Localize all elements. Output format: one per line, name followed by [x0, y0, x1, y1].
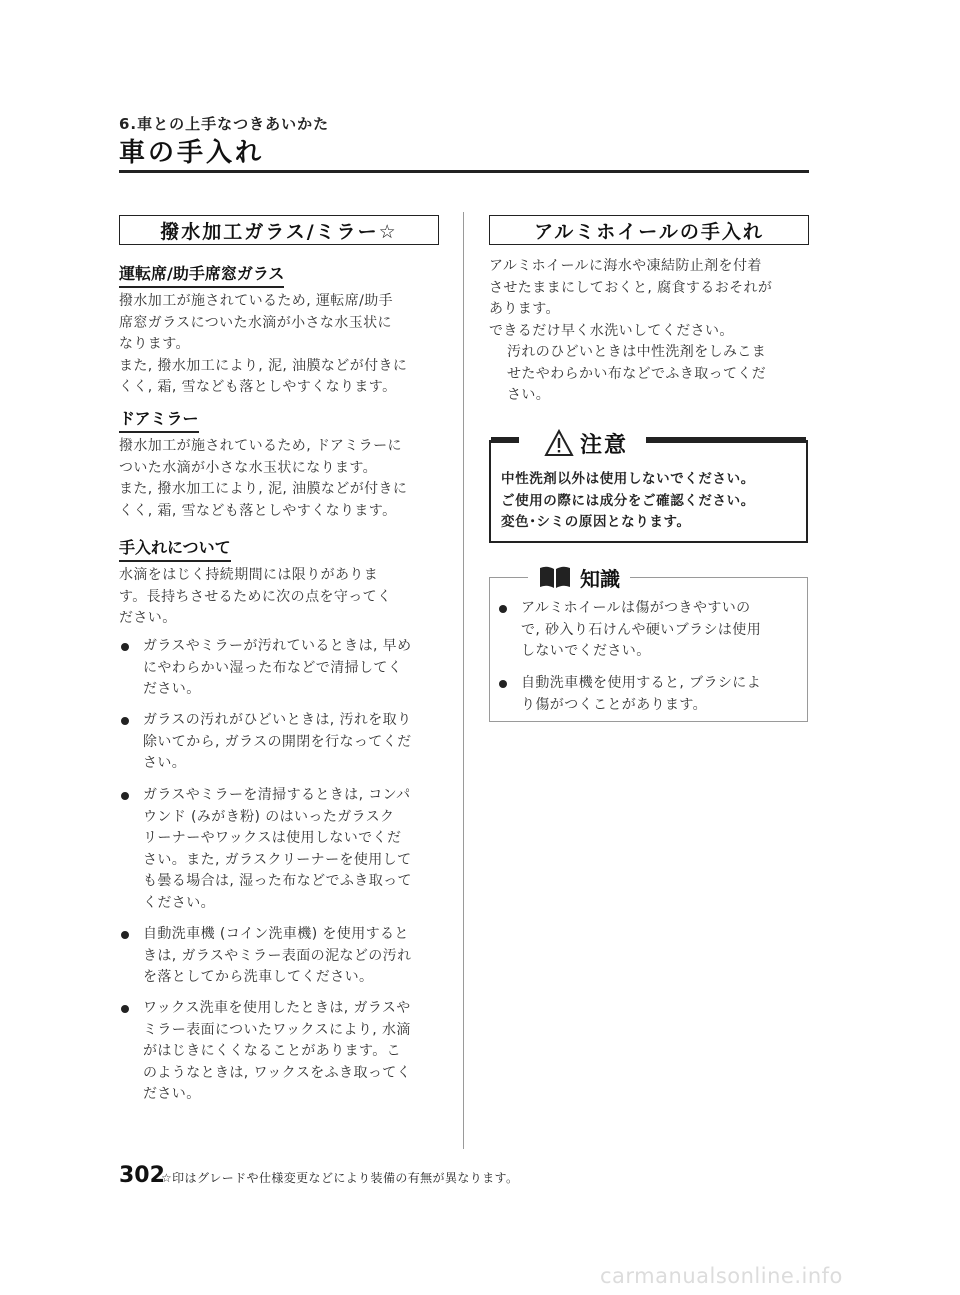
- open-book-icon: [538, 565, 572, 589]
- care-bullet-3: [119, 785, 449, 915]
- text-line: 汚れのひどいときは中性洗剤をしみこま: [507, 344, 767, 360]
- caution-bar-segment: [646, 437, 806, 443]
- text-line: も曇る場合は, 湿った布などでふき取って: [143, 873, 412, 890]
- text-line: できるだけ早く水洗いしてください。: [489, 322, 734, 339]
- bullet-dot: [499, 605, 507, 613]
- text-line: きは, ガラスやミラー表面の泥などの汚れ: [143, 947, 412, 964]
- text-line: ください。: [143, 894, 215, 911]
- text-line: させたままにしておくと, 腐食するおそれが: [489, 279, 773, 296]
- column-divider: [463, 212, 464, 1149]
- text-line: さい。また, ガラスクリーナーを使用して: [143, 851, 412, 868]
- text-line: しないでください。: [521, 643, 651, 660]
- text-line: り傷がつくことがあります。: [521, 696, 708, 713]
- text-line: さい。: [507, 387, 551, 404]
- knowledge-bullet-2: [497, 673, 807, 716]
- text-line: あります。: [489, 301, 560, 318]
- text-line: ウンド (みがき粉) のはいったガラスク: [143, 808, 395, 825]
- text-line: のようなときは, ワックスをふき取ってく: [143, 1064, 412, 1081]
- text-line: 撥水加工が施されているため, 運転席/助手: [119, 293, 394, 309]
- text-line: 自動洗車機を使用すると, ブラシによ: [521, 675, 762, 691]
- text-line: ださい。: [119, 610, 177, 627]
- heading-care: 手入れについて: [119, 535, 231, 562]
- text-line: ワックス洗車を使用したときは, ガラスや: [143, 1000, 411, 1016]
- text-line: 撥水加工が施されているため, ドアミラーに: [119, 438, 402, 454]
- watermark: carmanualsonline.info: [600, 1264, 843, 1288]
- caution-heading: [538, 425, 634, 461]
- care-bullet-5: [119, 998, 449, 1106]
- text-line: ガラスやミラーが汚れているときは, 早め: [143, 638, 412, 654]
- text-line: アルミホイールに海水や凍結防止剤を付着: [489, 258, 762, 274]
- knowledge-heading: [528, 562, 630, 592]
- caution-label: 注意: [580, 432, 629, 458]
- windshield-text: [119, 291, 449, 399]
- text-line: アルミホイールは傷がつきやすいの: [521, 600, 751, 616]
- care-bullet-4: [119, 924, 449, 989]
- bullet-dot: [121, 643, 129, 651]
- knowledge-bullet-1: [497, 598, 807, 663]
- bullet-dot: [121, 931, 129, 939]
- caution-text: [501, 469, 755, 534]
- text-line: ついた水滴が小さな水玉状になります。: [119, 459, 378, 476]
- knowledge-label: 知識: [580, 566, 620, 591]
- care-bullet-2: [119, 710, 449, 775]
- text-line: なります。: [119, 336, 190, 353]
- text-line: 水滴をはじく持続期間には限りがありま: [119, 567, 379, 583]
- bullet-dot: [121, 1005, 129, 1013]
- section-title-water-repellent: 撥水加工ガラス/ミラー☆: [119, 215, 439, 245]
- text-line: 除いてから, ガラスの開閉を行なってくだ: [143, 733, 412, 750]
- page-title: 車の手入れ: [119, 138, 265, 168]
- caution-bar-segment: [491, 437, 519, 443]
- text-line: せたやわらかい布などでふき取ってくだ: [507, 365, 767, 382]
- heading-windshield: 運転席/助手席窓ガラス: [119, 261, 284, 288]
- footer-note: ☆印はグレードや仕様変更などにより装備の有無が異なります。: [161, 1171, 519, 1185]
- text-line: ミラー表面についたワックスにより, 水滴: [143, 1021, 411, 1038]
- bullet-dot: [121, 717, 129, 725]
- warning-triangle-icon: [544, 429, 574, 457]
- section-title-alloy-wheel: アルミホイールの手入れ: [489, 215, 809, 245]
- text-line: くく, 霜, 雪なども落としやすくなります。: [119, 379, 397, 396]
- text-line: で, 砂入り石けんや硬いブラシは使用: [521, 621, 762, 638]
- care-bullet-1: [119, 636, 449, 701]
- page-number: 302: [119, 1163, 165, 1188]
- text-line: くく, 霜, 雪なども落としやすくなります。: [119, 502, 397, 519]
- heading-door-mirror: ドアミラー: [119, 406, 199, 433]
- text-line: ださい。: [143, 681, 201, 698]
- text-line: ガラスやミラーを清掃するときは, コンパ: [143, 787, 411, 803]
- text-line: 変色･シミの原因となります。: [501, 514, 691, 530]
- text-line: 自動洗車機 (コイン洗車機) を使用すると: [143, 926, 409, 942]
- text-line: ださい。: [143, 1086, 201, 1103]
- wheel-indent: [507, 342, 817, 407]
- text-line: ご使用の際には成分をご確認ください。: [501, 492, 755, 509]
- text-line: がはじきにくくなることがあります。こ: [143, 1043, 402, 1060]
- bullet-dot: [121, 792, 129, 800]
- text-line: にやわらかい湿った布などで清掃してく: [143, 659, 403, 676]
- text-line: ガラスの汚れがひどいときは, 汚れを取り: [143, 712, 412, 728]
- title-rule: [119, 170, 809, 173]
- text-line: また, 撥水加工により, 泥, 油膜などが付きに: [119, 481, 408, 498]
- care-intro: [119, 565, 449, 630]
- text-line: さい。: [143, 755, 187, 772]
- wheel-intro: [489, 256, 819, 342]
- text-line: す。長持ちさせるために次の点を守ってく: [119, 588, 392, 605]
- text-line: 中性洗剤以外は使用しないでください。: [501, 471, 755, 487]
- chapter-label: 6.車との上手なつきあいかた: [119, 115, 330, 133]
- text-line: また, 撥水加工により, 泥, 油膜などが付きに: [119, 357, 408, 374]
- text-line: を落としてから洗車してください。: [143, 969, 374, 986]
- bullet-dot: [499, 680, 507, 688]
- mirror-text: [119, 436, 449, 522]
- text-line: 席窓ガラスについた水滴が小さな水玉状に: [119, 314, 392, 331]
- text-line: リーナーやワックスは使用しないでくだ: [143, 830, 402, 847]
